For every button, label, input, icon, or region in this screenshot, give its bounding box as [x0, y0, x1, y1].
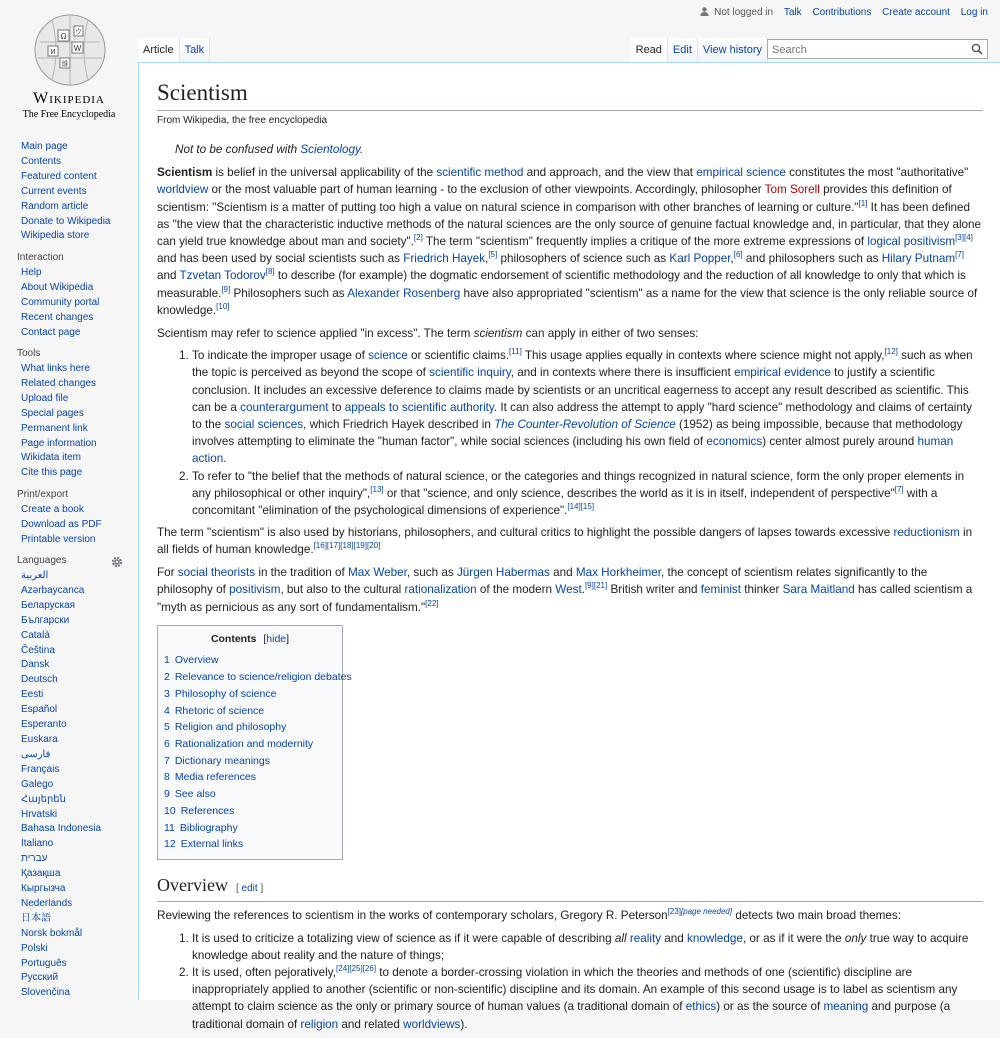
text-run: and — [549, 566, 576, 580]
wiki-link[interactable]: feminist — [700, 583, 742, 597]
text-run: The term "scientism" frequently implies a critique of the more extreme expressions of — [422, 235, 868, 249]
sidebar-item-community-portal[interactable]: Community portal — [21, 296, 100, 308]
talk-link[interactable]: Talk — [783, 7, 802, 18]
citation-link[interactable]: [24][25][26] — [336, 964, 377, 974]
sidebar-item-special-pages[interactable]: Special pages — [21, 407, 84, 419]
toc-item[interactable] — [164, 719, 336, 736]
overview-intro — [157, 907, 983, 924]
toc-item-label: Bibliography — [179, 821, 238, 834]
sidebar-item-about[interactable]: About Wikipedia — [21, 281, 94, 293]
search-input[interactable] — [768, 41, 966, 59]
text-run: can apply in either of two senses: — [522, 326, 699, 340]
language-link[interactable]: Български — [21, 614, 70, 626]
search-box — [767, 39, 988, 59]
text-run: The term "scientism" is also used by historians, philosophers, and cultural critics to highlight the possible dangers of lapses towards excessive — [157, 526, 894, 540]
sidebar-item-upload-file[interactable]: Upload file — [21, 392, 69, 404]
text-run: and philosophers such as — [742, 252, 882, 266]
sidebar-item-featured-content[interactable]: Featured content — [21, 170, 97, 182]
toc-item[interactable] — [164, 736, 336, 753]
text-run: , — [730, 252, 734, 266]
sidebar-heading-tools: Tools — [17, 348, 41, 359]
wiki-link[interactable]: Tom Sorell — [764, 183, 820, 197]
toc-item-number: 5 — [164, 721, 170, 734]
text-run: . — [223, 452, 227, 466]
sidebar-item-recent-changes[interactable]: Recent changes — [21, 311, 94, 323]
section-edit-link[interactable]: edit — [241, 882, 258, 894]
text-run: of the modern — [476, 583, 556, 597]
text-run: , the concept of scientism relates significantly to the philosophy of — [157, 566, 928, 597]
tab-view-history[interactable]: View history — [698, 38, 768, 62]
sidebar-item-cite-this-page[interactable]: Cite this page — [21, 467, 83, 479]
toc-item-label: Media references — [174, 771, 256, 784]
language-link[interactable]: Español — [21, 704, 58, 716]
wiki-link[interactable]: scientific inquiry — [429, 366, 511, 380]
sidebar-item-page-information[interactable]: Page information — [21, 437, 97, 449]
toc-item-number: 2 — [164, 671, 170, 684]
language-link[interactable]: Bahasa Indonesia — [21, 823, 102, 835]
wiki-link[interactable]: Friedrich Hayek — [403, 252, 486, 266]
text-run: and — [157, 269, 180, 283]
italic-text: scientism — [473, 326, 523, 340]
search-icon[interactable] — [971, 43, 983, 55]
lead-paragraph-3 — [157, 524, 983, 558]
citation-link[interactable]: [14][15] — [567, 502, 595, 512]
language-link[interactable]: Esperanto — [21, 719, 67, 731]
sidebar-interaction-nav — [21, 266, 99, 341]
language-link[interactable]: Italiano — [21, 838, 54, 850]
view-tabs — [631, 38, 768, 62]
sidebar-languages-nav — [21, 569, 101, 1001]
toc-item-label: Philosophy of science — [174, 687, 277, 700]
citation-link[interactable]: [3][4] — [955, 233, 973, 243]
scientology-link[interactable]: Scientology — [300, 143, 360, 156]
toc-item-number: 1 — [164, 654, 170, 667]
text-run: Philosophers such as — [230, 286, 348, 300]
text-run: or that "science, and only science, describes the world as it is in itself, independent of perspective" — [383, 486, 895, 500]
text-run: and has been used by social scientists such as — [157, 252, 404, 266]
text-run: true way to acquire knowledge about reality and the nature of things; — [192, 931, 969, 962]
wiki-link[interactable]: counterargument — [240, 400, 329, 414]
logo-tagline: The Free Encyclopedia — [22, 109, 116, 120]
citation-link[interactable]: [12] — [884, 347, 898, 357]
wiki-link[interactable]: meaning — [823, 1000, 869, 1014]
personal-tools — [700, 7, 988, 18]
wiki-link[interactable]: religion — [300, 1017, 339, 1031]
sidebar-tools-nav — [21, 362, 97, 481]
wiki-link[interactable]: social sciences — [224, 418, 304, 432]
citation-link[interactable]: [2] — [413, 233, 423, 243]
themes-list — [157, 930, 983, 1033]
text-run: detects two main broad themes: — [732, 908, 901, 922]
language-link[interactable]: فارسی — [21, 748, 51, 760]
sidebar-item-help[interactable]: Help — [21, 267, 42, 278]
text-run: ) or as the source of — [716, 1000, 824, 1014]
language-link[interactable]: Қазақша — [21, 868, 61, 880]
text-run: or the most valuable part of human learning - to the exclusion of other viewpoints. Accordingly, philosopher — [208, 183, 765, 197]
toc-item[interactable] — [164, 669, 352, 686]
contributions-link[interactable]: Contributions — [812, 7, 872, 18]
wiki-link[interactable]: Hilary Putnam — [881, 252, 956, 266]
language-link[interactable]: Русский — [21, 972, 59, 984]
toc-item-label: Rationalization and modernity — [174, 738, 314, 750]
text-run: such as when the topic is perceived as beyond the scope of — [192, 349, 973, 380]
list-item — [192, 347, 983, 467]
sidebar-item-printable-version[interactable]: Printable version — [21, 533, 96, 545]
table-of-contents — [157, 625, 352, 860]
toc-item-number: 8 — [164, 771, 170, 784]
text-run: , or as if it were the — [742, 931, 845, 945]
text-run: , and in contexts where there is insufficient — [510, 366, 735, 380]
language-link[interactable]: Polski — [21, 942, 48, 954]
text-run: British writer and — [607, 583, 701, 597]
wiki-link[interactable]: logical positivism — [867, 235, 956, 249]
sidebar-item-current-events[interactable]: Current events — [21, 185, 87, 197]
wiki-link[interactable]: Max Horkheimer — [575, 566, 661, 580]
sidebar-item-donate[interactable]: Donate to Wikipedia — [21, 215, 111, 227]
toc-item-number: 12 — [164, 838, 176, 851]
language-link[interactable]: Français — [21, 763, 60, 775]
list-item — [192, 964, 983, 1033]
toc-title: Contents — [210, 633, 257, 646]
sidebar-heading-interaction: Interaction — [17, 252, 64, 263]
language-link[interactable]: Čeština — [21, 644, 55, 656]
wiki-link[interactable]: appeals to scientific authority — [344, 400, 494, 414]
toc-list — [164, 652, 352, 852]
text-run: ) center almost purely around — [762, 435, 918, 449]
text-run: This usage applies equally in contexts where science might not apply, — [521, 349, 885, 363]
hatnote-text: Not to be confused with — [175, 143, 301, 156]
wiki-link[interactable]: empirical science — [696, 166, 786, 180]
text-run: constitutes the most "authoritative" — [785, 166, 969, 180]
text-run: and related — [338, 1017, 404, 1031]
text-run: . It can also address the attempt to apply "hard science" methodology and claims of certainty to the — [192, 400, 972, 432]
language-link[interactable]: Norsk bokmål — [21, 927, 83, 939]
text-run: in all fields of human knowledge. — [157, 526, 973, 557]
text-run: in the tradition of — [255, 566, 349, 580]
language-link[interactable]: Português — [21, 957, 67, 969]
language-link[interactable]: Nederlands — [21, 897, 73, 909]
sidebar-heading-languages: Languages — [17, 555, 67, 566]
toc-item-label: Dictionary meanings — [174, 754, 270, 767]
language-link[interactable]: Eesti — [21, 689, 44, 701]
text-run: and purpose (a traditional domain of — [192, 1000, 951, 1031]
svg-text:維: 維 — [61, 61, 69, 68]
italic-text: only — [844, 931, 867, 945]
text-run: It is used, often pejoratively, — [192, 966, 337, 980]
tab-edit[interactable]: Edit — [668, 38, 698, 62]
text-run: has called scientism a "myth as pernicious as any sort of fundamentalism." — [157, 583, 973, 614]
citation-link[interactable]: [7] — [955, 250, 964, 260]
text-run: with a concomitant "elimination of the psychological dimensions of experience". — [192, 486, 938, 518]
hatnote-period: . — [359, 143, 364, 156]
site-subtitle: From Wikipedia, the free encyclopedia — [157, 115, 328, 126]
language-link[interactable]: Кыргызча — [21, 883, 66, 895]
sidebar-item-permanent-link[interactable]: Permanent link — [21, 422, 88, 434]
toc-item[interactable] — [164, 703, 336, 720]
text-run: Reviewing the references to scientism in the works of contemporary scholars, Gregory R. Peterson — [157, 908, 668, 922]
sidebar-item-contents[interactable]: Contents — [21, 155, 62, 167]
page-needed-tag[interactable]: [page needed] — [680, 907, 733, 917]
toc-header — [164, 631, 336, 648]
list-item — [192, 468, 983, 520]
lead-paragraph-4 — [157, 564, 983, 616]
text-run: Scientism may refer to science applied "in excess". The term — [157, 326, 474, 340]
citation-link[interactable]: [7] — [894, 484, 904, 494]
text-run: to justify a scientific conclusion. It includes an excessive deference to claims made by scientists or an uncritical eagerness to accept any result described as scientific. This can be a — [192, 366, 969, 414]
citation-link[interactable]: [16][17][18][19][20] — [313, 541, 381, 551]
toc-item-label: Overview — [174, 654, 219, 667]
wiki-link[interactable]: reality — [629, 931, 662, 945]
text-run: . — [581, 583, 585, 597]
language-link[interactable]: Català — [21, 629, 50, 641]
wiki-link[interactable]: human action — [192, 435, 954, 466]
language-link[interactable]: Dansk — [21, 659, 50, 671]
text-run: , — [485, 252, 489, 266]
wiki-link[interactable]: ethics — [685, 1000, 717, 1014]
article-body — [157, 141, 983, 1038]
text-run: It has been defined as "the view that the characteristic inductive methods of the natural sciences are the only source of genuine factual knowledge and, in particular, that they alone can yield true knowledge about man and society". — [157, 200, 982, 249]
logo-wordmark: Wikipedia — [33, 90, 105, 107]
wiki-link[interactable]: knowledge — [687, 931, 743, 945]
toc-item-label: References — [180, 804, 235, 817]
language-link[interactable]: 日本語 — [21, 912, 51, 924]
toc-item-number: 6 — [164, 738, 170, 750]
text-run: to describe (for example) the dogmatic endorsement of scientific methodology and the reduction of all knowledge to only that which is measurable. — [157, 269, 966, 300]
citation-link[interactable]: [9] — [221, 284, 231, 294]
wiki-link[interactable]: science — [368, 349, 408, 363]
tab-talk[interactable]: Talk — [180, 38, 211, 62]
text-run: and approach, and the view that — [523, 166, 697, 180]
language-link[interactable]: Azərbaycanca — [21, 584, 85, 596]
text-run: have also appropriated "scientism" as a name for the view that science is the only reliable source of knowledge. — [157, 286, 978, 317]
sidebar-item-download-pdf[interactable]: Download as PDF — [21, 518, 102, 530]
wiki-link[interactable]: economics — [706, 435, 763, 449]
language-link[interactable]: العربية — [21, 570, 49, 581]
sidebar-item-random-article[interactable]: Random article — [21, 200, 89, 212]
toc-item[interactable] — [164, 652, 336, 669]
citation-link[interactable]: [10] — [216, 301, 230, 311]
sidebar-heading-print: Print/export — [17, 489, 69, 500]
globe-logo-icon — [30, 12, 110, 88]
wiki-link[interactable]: social theorists — [177, 566, 256, 580]
text-run: thinker — [741, 583, 783, 597]
gear-icon[interactable] — [111, 556, 123, 568]
not-logged-in-label: Not logged in — [714, 7, 774, 18]
citation-link[interactable]: [6] — [733, 250, 743, 260]
sidebar-item-create-book[interactable]: Create a book — [21, 504, 84, 515]
text-run: to denote a border-crossing violation in which the theories and methods of one (scientific) discipline are inappropriately applied to another (scientific or non-scientific) discipline and its domain. An example of this second usage is to label as scientism any attempt to claim science as the only or primary source of human values (a traditional domain of — [192, 966, 958, 1014]
sidebar-print-nav — [21, 503, 102, 548]
toc-item-label: Rhetoric of science — [174, 704, 265, 717]
text-run: is belief in the universal applicability of the — [212, 166, 437, 180]
language-link[interactable]: עברית — [21, 853, 48, 865]
svg-text:Ω: Ω — [60, 32, 67, 41]
svg-text:W: W — [73, 44, 82, 53]
sidebar-item-main-page[interactable]: Main page — [21, 141, 68, 152]
content-area — [138, 62, 1000, 1031]
namespace-tabs — [138, 38, 210, 62]
text-run: To indicate the improper usage of — [192, 349, 369, 363]
lead-paragraph-2 — [157, 325, 983, 342]
text-run: (1952) as being impossible, because that methodology involves attempting to eliminate the "human factor", while social sciences (including his own field of — [192, 418, 963, 449]
wiki-link[interactable]: Jürgen Habermas — [456, 566, 550, 580]
wiki-link[interactable]: worldviews — [403, 1017, 461, 1031]
tab-article[interactable]: Article — [138, 38, 180, 62]
sidebar-item-store[interactable]: Wikipedia store — [21, 230, 90, 242]
toc-item-number: 7 — [164, 754, 170, 767]
toc-item[interactable] — [164, 836, 336, 853]
overview-heading-text: Overview — [157, 874, 228, 895]
toc-item[interactable] — [164, 786, 336, 803]
svg-text:ウ: ウ — [75, 29, 82, 36]
text-run: philosophers of science such as — [497, 252, 670, 266]
bold-term: Scientism — [157, 166, 213, 180]
user-icon — [700, 7, 709, 16]
text-run: ). — [460, 1017, 468, 1031]
sidebar-main-nav — [21, 140, 111, 244]
text-run: , such as — [406, 566, 457, 580]
toc-item-label: Religion and philosophy — [174, 721, 287, 734]
toc-item-number: 4 — [164, 704, 170, 717]
text-run: It is used to criticize a totalizing view of science as if it were capable of describing — [192, 931, 615, 945]
wiki-link[interactable]: West — [555, 583, 582, 597]
citation-link[interactable]: [11] — [509, 347, 522, 357]
citation-link[interactable]: [22] — [425, 598, 439, 608]
list-item — [192, 930, 983, 964]
hatnote — [157, 141, 983, 158]
text-run: or scientific claims. — [407, 349, 510, 363]
toc-item-label: External links — [180, 838, 244, 851]
citation-link[interactable]: [8] — [265, 267, 275, 277]
sidebar-item-what-links-here[interactable]: What links here — [21, 363, 90, 374]
text-run: to — [328, 400, 345, 414]
section-heading-overview — [157, 874, 983, 902]
language-link[interactable]: Беларуская — [21, 599, 76, 611]
toc-item-number: 3 — [164, 687, 170, 700]
toc-item[interactable] — [164, 686, 336, 703]
wiki-link[interactable]: empirical evidence — [734, 366, 831, 380]
sidebar-item-wikidata-item[interactable]: Wikidata item — [21, 452, 82, 464]
senses-list — [157, 347, 983, 519]
create-account-link[interactable]: Create account — [882, 7, 950, 18]
text-run: To refer to "the belief that the methods of natural science, or the categories and things recognized in natural science, form the only proper elements in any philosophical or other inquiry", — [192, 469, 965, 500]
language-link[interactable]: Հայերեն — [21, 793, 66, 805]
toc-item-label: Relevance to science/religion debates — [174, 671, 352, 684]
toc-item[interactable] — [164, 820, 336, 837]
wiki-link[interactable]: worldview — [157, 183, 209, 197]
language-link[interactable]: Slovenčina — [21, 987, 70, 999]
wiki-link[interactable]: Alexander Rosenberg — [347, 286, 461, 300]
citation-link[interactable]: [1] — [858, 198, 868, 208]
italic-text: all — [614, 931, 627, 945]
citation-link[interactable]: [23] — [667, 907, 681, 917]
citation-link[interactable]: [5] — [488, 250, 498, 260]
tab-read[interactable]: Read — [631, 38, 668, 62]
wiki-link[interactable]: Karl Popper — [669, 252, 731, 266]
wiki-link[interactable]: scientific method — [436, 166, 524, 180]
wiki-link[interactable]: positivism — [229, 583, 281, 597]
text-run: , but also to the cultural — [280, 583, 405, 597]
wiki-link[interactable]: reductionism — [893, 526, 960, 540]
language-link[interactable]: Euskara — [21, 733, 58, 745]
text-run: and — [661, 931, 688, 945]
wiki-link[interactable]: Max Weber — [348, 566, 407, 580]
citation-link[interactable]: [9][21] — [584, 581, 608, 591]
language-link[interactable]: Galego — [21, 778, 54, 790]
language-link[interactable]: Hrvatski — [21, 808, 58, 820]
wiki-link[interactable]: Sara Maitland — [782, 583, 855, 597]
toc-hide-toggle: [hide] — [263, 633, 290, 646]
sidebar-item-contact[interactable]: Contact page — [21, 326, 81, 338]
citation-link[interactable]: [13] — [370, 484, 384, 494]
toc-hide-link[interactable]: hide — [266, 633, 287, 646]
wiki-link[interactable]: rationalization — [404, 583, 477, 597]
lead-paragraph-1 — [157, 164, 983, 319]
language-link[interactable]: Deutsch — [21, 674, 58, 686]
toc-item[interactable] — [164, 769, 336, 786]
section-edit-control: [ edit ] — [235, 882, 264, 894]
text-run: , which Friedrich Hayek described in — [303, 418, 495, 432]
toc-item-number: 10 — [164, 804, 176, 817]
log-in-link[interactable]: Log in — [960, 7, 988, 18]
toc-item-number: 9 — [164, 788, 170, 801]
text-run: For — [157, 566, 178, 580]
wiki-link[interactable]: Tzvetan Todorov — [179, 269, 266, 283]
toc-item[interactable] — [164, 803, 336, 820]
svg-text:И: И — [50, 49, 56, 56]
wiki-link[interactable]: The Counter-Revolution of Science — [494, 418, 676, 432]
toc-item-number: 11 — [164, 821, 175, 834]
text-run: provides this definition of scientism: "Scientism is a matter of putting too high a value on natural science in comparison with other branches of learning or culture." — [157, 183, 952, 214]
toc-item[interactable] — [164, 753, 336, 770]
page-title: Scientism — [157, 79, 983, 111]
sidebar-item-related-changes[interactable]: Related changes — [21, 377, 97, 389]
wikipedia-logo[interactable] — [0, 0, 138, 130]
toc-item-label: See also — [174, 788, 216, 801]
